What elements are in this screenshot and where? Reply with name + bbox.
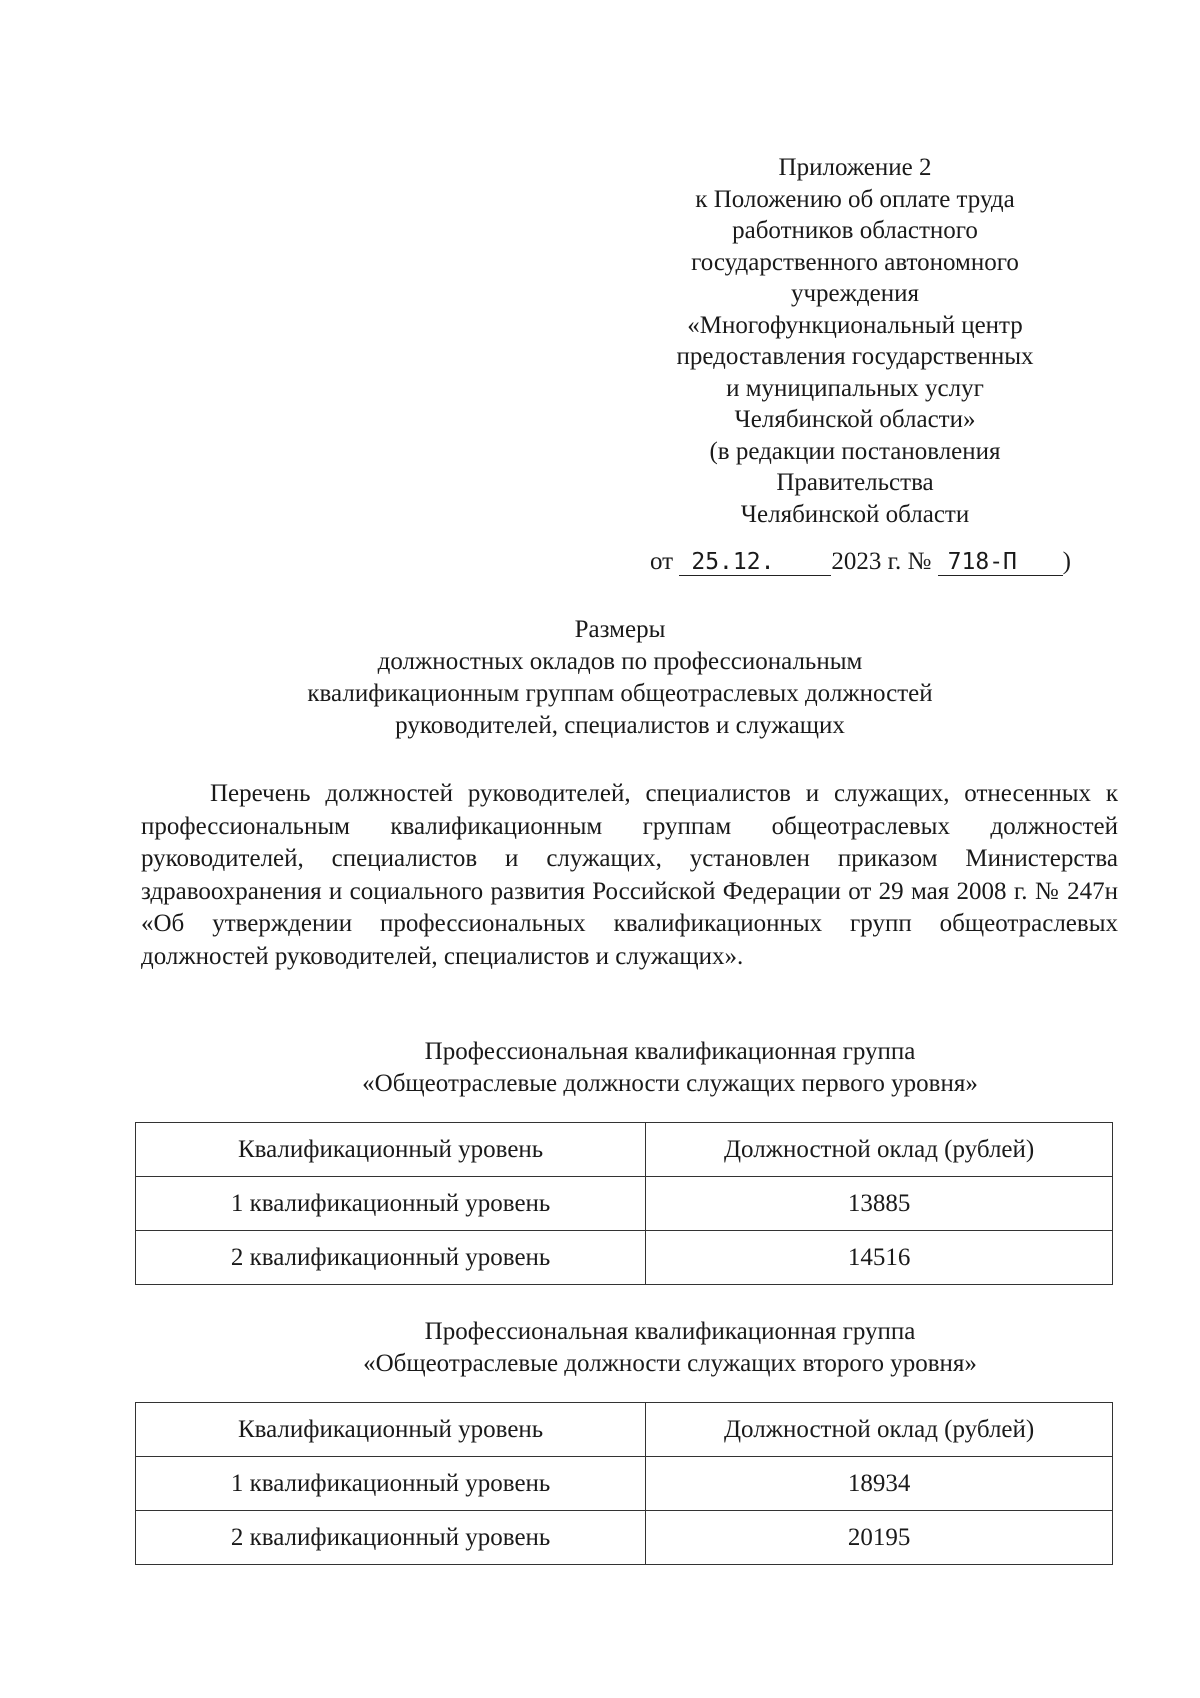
appendix-line: к Положению об оплате труда <box>695 185 1015 213</box>
qualification-level-cell: 1 квалификационный уровень <box>136 1177 646 1231</box>
appendix-line: (в редакции постановления <box>709 437 1001 465</box>
table-row <box>136 1511 1113 1565</box>
appendix-line: учреждения <box>790 280 919 307</box>
decree-date-field: 25.12. <box>679 549 831 576</box>
decree-year: 2023 г. № <box>831 548 932 575</box>
decree-suffix: ) <box>1062 548 1071 575</box>
group-title-line: Профессиональная квалификационная группа <box>424 1318 916 1345</box>
table-header-row <box>136 1403 1113 1457</box>
header-qualification-level: Квалификационный уровень <box>136 1403 646 1457</box>
salary-table-second-level <box>135 1402 1113 1565</box>
qualification-level-cell: 2 квалификационный уровень <box>136 1511 646 1565</box>
salary-cell: 18934 <box>646 1457 1113 1511</box>
appendix-line: Правительства <box>776 469 934 496</box>
appendix-line: государственного автономного <box>691 248 1019 276</box>
document-title <box>130 614 1110 742</box>
table-row <box>136 1231 1113 1285</box>
group-title-line: Профессиональная квалификационная группа <box>424 1038 916 1065</box>
header-salary: Должностной оклад (рублей) <box>646 1403 1113 1457</box>
intro-paragraph: Перечень должностей руководителей, специалистов и служащих, отнесенных к профессиональным квалификационным группам общеотраслевых должностей руководителей, специалистов и служащих, установлен приказом Министерства здравоохранения и социального развития Российской Федерации от 29 мая 2008 г. № 247н «Об утверждении профессиональных квалификационных групп общеотраслевых должностей руководителей, специалистов и служащих». <box>141 780 1118 970</box>
table-header-row <box>136 1123 1113 1177</box>
salary-cell: 20195 <box>646 1511 1113 1565</box>
qualification-level-cell: 1 квалификационный уровень <box>136 1457 646 1511</box>
title-line: квалификационным группам общеотраслевых должностей <box>307 680 933 707</box>
group-title-line: «Общеотраслевые должности служащих второго уровня» <box>363 1350 977 1377</box>
appendix-line: работников областного <box>732 217 978 244</box>
decree-number-field: 718-П <box>938 549 1063 576</box>
title-line: должностных окладов по профессиональным <box>377 648 863 675</box>
group-title-first-level <box>130 1036 1200 1100</box>
table-row <box>136 1457 1113 1511</box>
decree-reference <box>650 546 1071 577</box>
appendix-line: и муниципальных услуг <box>726 374 984 402</box>
header-salary: Должностной оклад (рублей) <box>646 1123 1113 1177</box>
header-qualification-level: Квалификационный уровень <box>136 1123 646 1177</box>
appendix-line: Челябинской области <box>740 500 970 528</box>
qualification-level-cell: 2 квалификационный уровень <box>136 1231 646 1285</box>
salary-cell: 14516 <box>646 1231 1113 1285</box>
decree-prefix: от <box>650 548 674 575</box>
appendix-header <box>630 152 1080 530</box>
appendix-line: Челябинской области» <box>734 406 976 433</box>
group-title-line: «Общеотраслевые должности служащих первого уровня» <box>362 1070 978 1097</box>
appendix-line: Приложение 2 <box>778 154 932 181</box>
title-line: руководителей, специалистов и служащих <box>395 712 845 739</box>
appendix-line: предоставления государственных <box>676 343 1034 370</box>
group-title-second-level <box>130 1316 1200 1380</box>
salary-table-first-level <box>135 1122 1113 1285</box>
title-line: Размеры <box>574 616 666 643</box>
salary-cell: 13885 <box>646 1177 1113 1231</box>
table-row <box>136 1177 1113 1231</box>
appendix-line: «Многофункциональный центр <box>687 311 1023 339</box>
